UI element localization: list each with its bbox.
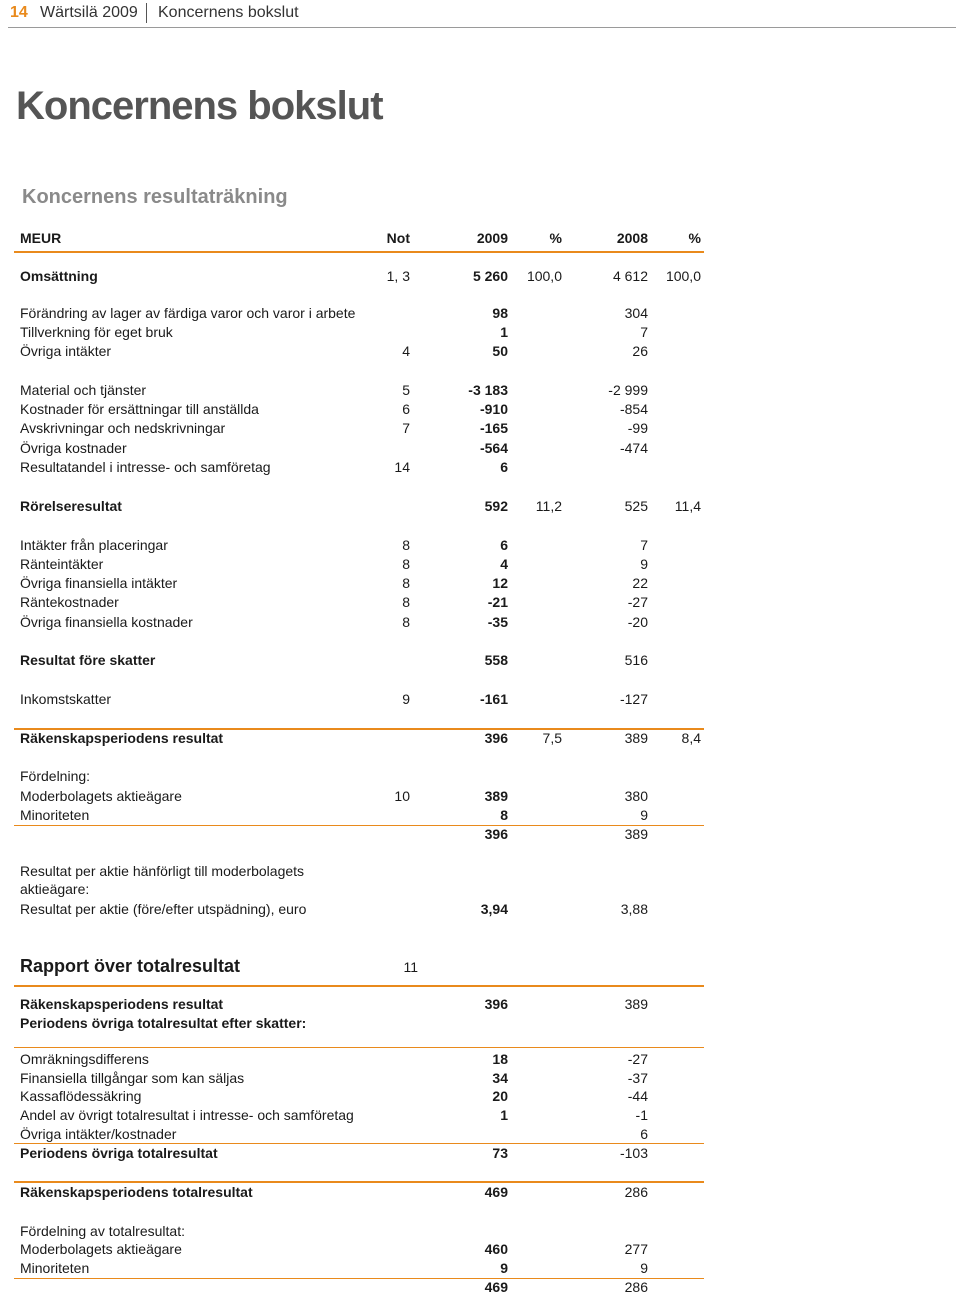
is-pct-2008: 11,4 (674, 498, 701, 514)
ci-label: Räkenskapsperiodens resultat (20, 996, 224, 1012)
col-2008: 2008 (616, 230, 648, 246)
is-label: Räkenskapsperiodens resultat (20, 730, 224, 746)
is-row (0, 497, 960, 515)
ci-value-2009: 34 (492, 1070, 508, 1086)
is-label: aktieägare: (20, 881, 90, 897)
is-note: 10 (394, 788, 410, 804)
total-result-top-line (14, 1181, 704, 1183)
is-row (0, 555, 960, 573)
is-note: 5 (402, 382, 410, 398)
ci-value-2008: -1 (635, 1107, 648, 1123)
ci-value-2009: 469 (484, 1184, 508, 1200)
ci-row (0, 1014, 960, 1032)
is-value-2008: -127 (619, 691, 648, 707)
is-pct-2008: 100,0 (665, 268, 701, 284)
is-value-2008: 7 (640, 324, 648, 340)
is-label: Intäkter från placeringar (20, 537, 168, 553)
is-value-2009: 3,94 (480, 901, 508, 917)
ci-label: Periodens övriga totalresultat (20, 1145, 218, 1161)
is-value-2008: -27 (627, 594, 648, 610)
is-value-2009: 8 (500, 807, 508, 823)
is-row (0, 323, 960, 341)
page-title: Koncernens bokslut (16, 84, 383, 128)
ci-value-2008: 389 (624, 996, 648, 1012)
is-label: Minoriteten (20, 807, 90, 823)
ci-value-2009: 396 (484, 996, 508, 1012)
col-pct-2008: % (688, 230, 701, 246)
is-value-2008: 389 (624, 730, 648, 746)
is-value-2009: 50 (492, 343, 508, 359)
is-value-2008: 304 (624, 305, 648, 321)
is-value-2008: 525 (624, 498, 648, 514)
is-row (0, 729, 960, 747)
col-pct-2009: % (549, 230, 562, 246)
is-label: Avskrivningar och nedskrivningar (20, 420, 226, 436)
ci-value-2008: 286 (624, 1279, 648, 1295)
is-note: 8 (402, 575, 410, 591)
is-label: Övriga finansiella intäkter (20, 575, 178, 591)
ci-row (0, 1278, 960, 1296)
is-row (0, 613, 960, 631)
is-pct-2009: 7,5 (542, 730, 562, 746)
is-label: Ränteintäkter (20, 556, 104, 572)
is-note: 14 (394, 459, 410, 475)
section-name: Koncernens bokslut (158, 4, 299, 21)
is-value-2009: -21 (487, 594, 508, 610)
is-row (0, 651, 960, 669)
ci-label: Andel av övrigt totalresultat i intresse- och samföretag (20, 1107, 354, 1123)
is-label: Rörelseresultat (20, 498, 122, 514)
ci-row (0, 1144, 960, 1162)
ci-value-2009: 9 (500, 1260, 508, 1276)
ci-value-2008: 277 (624, 1241, 648, 1257)
is-value-2008: 389 (624, 826, 648, 842)
is-row (0, 419, 960, 437)
ci-row (0, 995, 960, 1013)
is-note: 8 (402, 594, 410, 610)
is-value-2009: 389 (484, 788, 508, 804)
is-value-2009: -35 (487, 614, 508, 630)
page-number: 14 (10, 4, 28, 21)
is-row (0, 880, 960, 898)
ci-value-2008: 9 (640, 1260, 648, 1276)
is-row (0, 825, 960, 843)
is-pct-2009: 11,2 (535, 498, 562, 514)
is-note: 8 (402, 614, 410, 630)
is-label: Inkomstskatter (20, 691, 112, 707)
is-value-2008: 380 (624, 788, 648, 804)
is-value-2009: 6 (500, 537, 508, 553)
is-value-2008: 3,88 (620, 901, 648, 917)
is-value-2009: -564 (479, 440, 508, 456)
is-label: Räntekostnader (20, 594, 119, 610)
is-note: 8 (402, 537, 410, 553)
is-label: Övriga kostnader (20, 440, 127, 456)
is-value-2008: 516 (624, 652, 648, 668)
is-pct-2009: 100,0 (526, 268, 562, 284)
is-label: Resultat per aktie hänförligt till moderbolagets (20, 863, 305, 879)
is-value-2009: 396 (484, 826, 508, 842)
publication-name: Wärtsilä 2009 (40, 4, 138, 21)
ci-label: Kassaflödessäkring (20, 1088, 142, 1104)
is-pct-2008: 8,4 (681, 730, 701, 746)
ci-value-2008: -27 (627, 1051, 648, 1067)
ci-value-2009: 1 (500, 1107, 508, 1123)
is-note: 7 (402, 420, 410, 436)
header-divider (146, 3, 147, 23)
is-row (0, 690, 960, 708)
ci-value-2009: 20 (492, 1088, 508, 1104)
is-label: Övriga finansiella kostnader (20, 614, 193, 630)
is-value-2008: -474 (619, 440, 648, 456)
is-note: 1, 3 (386, 268, 410, 284)
is-value-2009: 98 (492, 305, 508, 321)
ci-label: Övriga intäkter/kostnader (20, 1126, 177, 1142)
is-value-2008: 4 612 (612, 268, 648, 284)
result-separator (14, 728, 704, 730)
comprehensive-underline (14, 985, 704, 987)
is-row (0, 900, 960, 918)
ci-value-2008: 6 (640, 1126, 648, 1142)
table-header (0, 229, 960, 247)
ci-value-2009: 18 (492, 1051, 508, 1067)
is-row (0, 787, 960, 805)
is-note: 4 (402, 343, 410, 359)
is-note: 8 (402, 556, 410, 572)
ci-value-2009: 73 (492, 1145, 508, 1161)
is-label: Förändring av lager av färdiga varor och varor i arbete (20, 305, 356, 321)
ci-value-2008: -44 (627, 1088, 648, 1104)
is-row (0, 536, 960, 554)
col-note: Not (386, 230, 410, 246)
ci-row (0, 1069, 960, 1087)
is-note: 6 (402, 401, 410, 417)
is-row (0, 574, 960, 592)
is-label: Material och tjänster (20, 382, 147, 398)
total-distribution-sum-line (14, 1278, 704, 1279)
header-underline (14, 251, 704, 253)
is-row (0, 767, 960, 785)
ci-label: Finansiella tillgångar som kan säljas (20, 1070, 245, 1086)
comprehensive-note: 11 (403, 959, 418, 975)
ci-row (0, 1259, 960, 1277)
is-row (0, 381, 960, 399)
ci-label: Minoriteten (20, 1260, 90, 1276)
ci-value-2008: 286 (624, 1184, 648, 1200)
is-value-2008: 26 (632, 343, 648, 359)
is-label: Fördelning: (20, 768, 91, 784)
is-label: Tillverkning för eget bruk (20, 324, 173, 340)
ci-row (0, 1183, 960, 1201)
ci-row (0, 1050, 960, 1068)
distribution-sum-line (14, 825, 704, 826)
is-value-2009: 558 (484, 652, 508, 668)
col-label: MEUR (20, 230, 62, 246)
is-row (0, 342, 960, 360)
is-value-2008: -99 (627, 420, 648, 436)
income-statement-title: Koncernens resultaträkning (22, 186, 288, 208)
ci-row (0, 1222, 960, 1240)
is-label: Moderbolagets aktieägare (20, 788, 182, 804)
ci-row (0, 1125, 960, 1143)
is-value-2008: 9 (640, 807, 648, 823)
ci-label: Periodens övriga totalresultat efter skatter: (20, 1015, 307, 1031)
is-value-2009: 5 260 (472, 268, 508, 284)
is-label: Övriga intäkter (20, 343, 112, 359)
is-label: Resultat per aktie (före/efter utspädning), euro (20, 901, 307, 917)
is-label: Resultat före skatter (20, 652, 156, 668)
ci-label: Räkenskapsperiodens totalresultat (20, 1184, 253, 1200)
ci-label: Fördelning av totalresultat: (20, 1223, 185, 1239)
ci-value-2009: 469 (484, 1279, 508, 1295)
is-row (0, 862, 960, 880)
page-header (0, 0, 960, 28)
is-value-2009: -3 183 (468, 382, 508, 398)
is-value-2008: -854 (619, 401, 648, 417)
is-label: Omsättning (20, 268, 98, 284)
ci-value-2008: -103 (619, 1145, 648, 1161)
ci-label: Omräkningsdifferens (20, 1051, 149, 1067)
oci-top-line (14, 1047, 704, 1048)
ci-row (0, 1087, 960, 1105)
is-note: 9 (402, 691, 410, 707)
is-value-2009: -161 (479, 691, 508, 707)
is-row (0, 267, 960, 285)
is-value-2009: 1 (500, 324, 508, 340)
is-row (0, 304, 960, 322)
ci-row (0, 1240, 960, 1258)
is-row (0, 806, 960, 824)
comprehensive-title: Rapport över totalresultat (20, 956, 241, 976)
is-row (0, 458, 960, 476)
is-value-2008: 9 (640, 556, 648, 572)
is-value-2008: -2 999 (608, 382, 648, 398)
is-value-2009: -910 (479, 401, 508, 417)
ci-label: Moderbolagets aktieägare (20, 1241, 182, 1257)
is-value-2009: 592 (484, 498, 508, 514)
ci-value-2009: 460 (484, 1241, 508, 1257)
oci-total-line (14, 1143, 704, 1144)
is-label: Resultatandel i intresse- och samföretag (20, 459, 271, 475)
is-row (0, 400, 960, 418)
is-value-2009: -165 (479, 420, 508, 436)
col-2009: 2009 (476, 230, 508, 246)
is-value-2009: 4 (500, 556, 508, 572)
is-value-2009: 6 (500, 459, 508, 475)
is-row (0, 439, 960, 457)
is-row (0, 593, 960, 611)
header-rule (8, 27, 956, 28)
is-value-2008: -20 (627, 614, 648, 630)
is-value-2009: 396 (484, 730, 508, 746)
is-value-2009: 12 (492, 575, 508, 591)
is-value-2008: 22 (632, 575, 648, 591)
is-value-2008: 7 (640, 537, 648, 553)
ci-value-2008: -37 (627, 1070, 648, 1086)
is-label: Kostnader för ersättningar till anställda (20, 401, 259, 417)
ci-row (0, 1106, 960, 1124)
